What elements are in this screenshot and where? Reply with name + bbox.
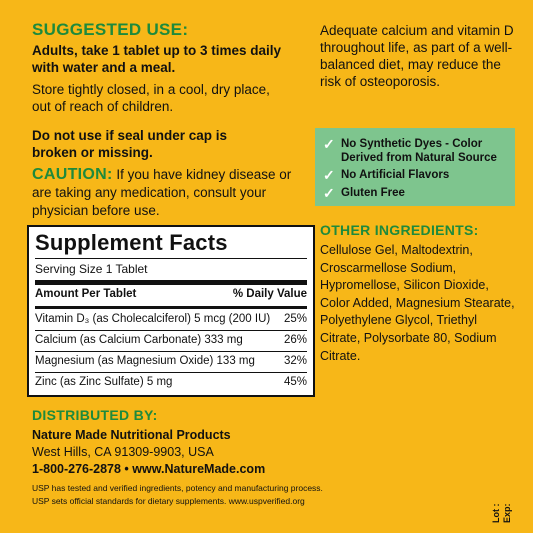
divider (35, 258, 307, 259)
other-ingredients-heading: OTHER INGREDIENTS: (320, 222, 479, 238)
thick-divider (35, 280, 307, 285)
caution-text: If you have kidney disease or are taking any medication, consult your physician before use. (32, 167, 292, 218)
seal-warning: Do not use if seal under cap is broken or missing. (32, 128, 228, 160)
distributed-by-heading: DISTRIBUTED BY: (32, 407, 158, 423)
exp-label: Exp: (502, 503, 512, 523)
usp-statement: USP sets official standards for dietary supplements. www.uspverified.org (32, 496, 305, 506)
facts-row (35, 355, 307, 367)
nutrient-amount: 5 mcg (200 IU) (194, 313, 271, 325)
lot-label: Lot : (491, 503, 501, 523)
storage-instructions: Store tightly closed, in a cool, dry place, out of reach of children. (32, 82, 270, 114)
claim-item (323, 168, 449, 182)
suggested-use-heading: SUGGESTED USE: (32, 20, 189, 39)
facts-header (35, 288, 307, 300)
lot-exp-area (491, 483, 513, 523)
nutrient-amount: 333 mg (204, 334, 243, 346)
claim-text: No Artificial Flavors (341, 169, 450, 181)
claim-text: Derived from Natural Source (341, 152, 497, 164)
nutrient-amount: 5 mg (146, 376, 173, 388)
osteoporosis-claim: Adequate calcium and vitamin D throughout life, as part of a well-balanced diet, may reduce the risk of osteoporosis. (320, 23, 514, 89)
dosage-instructions: Adults, take 1 tablet up to 3 times daily with water and a meal. (32, 43, 282, 75)
nutrient-dv: 32% (283, 355, 307, 367)
usp-statement: USP has tested and verified ingredients, potency and manufacturing process. (32, 483, 323, 493)
check-icon: ✓ (323, 185, 335, 201)
check-icon: ✓ (323, 167, 335, 183)
caution-block (32, 166, 302, 220)
divider (35, 330, 307, 331)
claims-box (315, 128, 515, 206)
other-ingredients-list: Cellulose Gel, Maltodextrin, Croscarmellose Sodium, Hypromellose, Silicon Dioxide, Color Added, Magnesium Stearate, Polyethylene Glycol, Triethyl Citrate, Polysorbate 80, Sodium Citrate. (320, 243, 515, 363)
caution-label: CAUTION: (32, 166, 113, 183)
distributor-name: Nature Made Nutritional Products (32, 428, 231, 442)
facts-row (35, 334, 307, 346)
check-icon: ✓ (323, 136, 335, 152)
thick-divider (35, 306, 307, 309)
claim-item (323, 137, 497, 165)
claim-item (323, 186, 405, 200)
distributor-contact: 1-800-276-2878 • www.NatureMade.com (32, 462, 266, 476)
claim-text: No Synthetic Dyes - Color (341, 138, 483, 150)
facts-row (35, 313, 307, 325)
divider (35, 351, 307, 352)
supplement-facts-title: Supplement Facts (35, 230, 228, 255)
amount-header: Amount Per Tablet (35, 288, 137, 300)
nutrient-name: Magnesium (as Magnesium Oxide) (35, 355, 214, 367)
supplement-facts-panel (27, 225, 315, 397)
divider (35, 372, 307, 373)
nutrient-amount: 133 mg (216, 355, 255, 367)
nutrient-dv: 45% (283, 376, 307, 388)
nutrient-name: Zinc (as Zinc Sulfate) (35, 376, 144, 388)
nutrient-dv: 26% (283, 334, 307, 346)
facts-row (35, 376, 307, 388)
nutrient-name: Vitamin D₃ (as Cholecalciferol) (35, 313, 191, 325)
distributor-address: West Hills, CA 91309-9903, USA (32, 445, 214, 459)
nutrient-dv: 25% (283, 313, 307, 325)
dv-header: % Daily Value (232, 288, 307, 300)
serving-size: Serving Size 1 Tablet (35, 262, 148, 276)
nutrient-name: Calcium (as Calcium Carbonate) (35, 334, 202, 346)
claim-text: Gluten Free (341, 187, 405, 199)
